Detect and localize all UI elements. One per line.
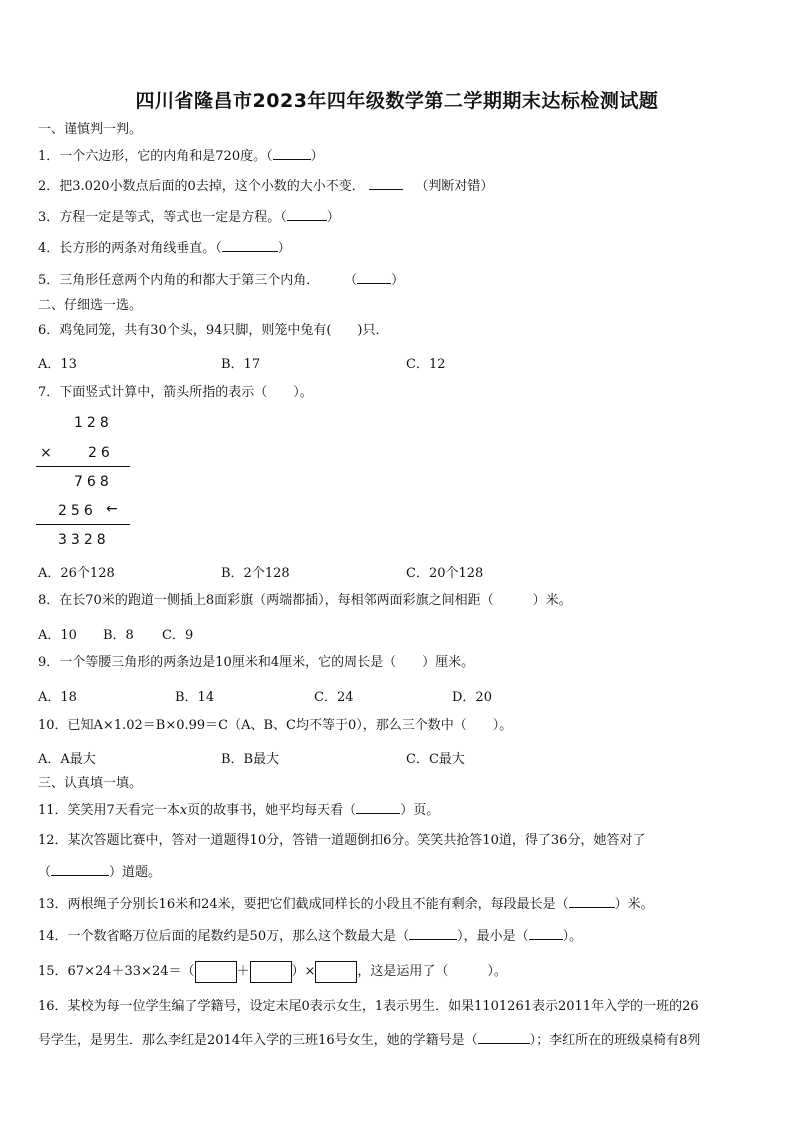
calc-row-multiplier: 26	[88, 445, 114, 461]
question-13-text: 13．两根绳子分别长16米和24米，要把它们截成同样长的小段且不能有剩余，每段最长是（	[38, 897, 569, 912]
question-15	[38, 960, 507, 984]
question-2	[38, 176, 493, 196]
option-7a[interactable]: A．26个128	[38, 566, 115, 581]
calc-rule-1	[36, 466, 130, 467]
calc-row-partial-2: 256	[58, 503, 97, 519]
question-12-cont	[38, 862, 161, 882]
option-9c[interactable]: C．24	[314, 690, 354, 705]
question-12-close: ）道题。	[109, 865, 162, 880]
question-4-close: ）	[277, 241, 291, 256]
answer-blank-5[interactable]	[357, 270, 391, 284]
option-8b[interactable]: B．8	[103, 628, 134, 643]
option-10a[interactable]: A．A最大	[38, 752, 96, 767]
answer-blank-13[interactable]	[569, 894, 615, 908]
question-11-text: 11．笑笑用7天看完一本	[38, 803, 180, 818]
answer-blank-16[interactable]	[478, 1030, 530, 1044]
arrow-left-icon: ←	[106, 501, 118, 517]
question-9: 9．一个等腰三角形的两条边是10厘米和4厘米，它的周长是（ ）厘米。	[38, 655, 475, 670]
question-3-text: 3．方程一定是等式，等式也一定是方程。（	[38, 210, 287, 225]
question-16-cont	[38, 1030, 700, 1050]
answer-blank-11[interactable]	[356, 800, 400, 814]
answer-box-15-2[interactable]	[250, 961, 292, 983]
calc-row-product: 3328	[58, 532, 110, 548]
question-6: 6．鸡兔同笼，共有30个头，94只脚，则笼中兔有( )只．	[38, 323, 389, 338]
calc-row-partial-1: 768	[74, 474, 113, 490]
question-14-text: 14．一个数省略万位后面的尾数约是50万，那么这个数最大是（	[38, 929, 410, 944]
question-11-text-2: 页的故事书，她平均每天看（	[187, 803, 357, 818]
question-4-text: 4．长方形的两条对角线垂直。（	[38, 241, 222, 256]
option-10c[interactable]: C．C最大	[406, 752, 465, 767]
answer-blank-4[interactable]	[222, 238, 278, 252]
variable-x: x	[179, 803, 188, 818]
question-5-open: （	[344, 273, 358, 288]
question-11	[38, 800, 439, 820]
question-12-open: （	[38, 865, 52, 880]
question-14	[38, 926, 582, 946]
question-11-close: ）页。	[400, 803, 440, 818]
question-8: 8．在长70米的跑道一侧插上8面彩旗（两端都插），每相邻两面彩旗之间相距（ ）米。	[38, 593, 572, 608]
calc-times-sign: ×	[40, 445, 56, 461]
section-heading-choose: 二、仔细选一选。	[38, 298, 143, 313]
question-15-text: 15．67×24＋33×24＝（	[38, 964, 195, 979]
question-14-close: ）。	[562, 929, 583, 944]
question-16: 16．某校为每一位学生编了学籍号，设定末尾0表示女生，1表示男生．如果1101261表示2011年入学的一班的26	[38, 999, 699, 1014]
answer-blank-2[interactable]	[369, 176, 403, 190]
question-16-text-2: 号学生，是男生．那么李红是2014年入学的三班16号女生，她的学籍号是（	[38, 1033, 478, 1048]
question-12: 12．某次答题比赛中，答对一道题得10分，答错一道题倒扣6分。笑笑共抢答10道，得了36分，她答对了	[38, 833, 646, 848]
question-1-text: 1．一个六边形，它的内角和是720度。（	[38, 149, 273, 164]
calc-row-multiplicand: 128	[74, 415, 113, 431]
question-5	[38, 270, 404, 290]
option-6a[interactable]: A．13	[38, 357, 77, 372]
question-4	[38, 238, 291, 258]
question-3-close: ）	[326, 210, 340, 225]
option-9a[interactable]: A．18	[38, 690, 77, 705]
question-15-text-2: ）×	[291, 964, 316, 979]
option-9d[interactable]: D．20	[452, 690, 492, 705]
section-heading-judge: 一、谨慎判一判。	[38, 122, 143, 137]
option-7b[interactable]: B．2个128	[221, 566, 290, 581]
question-13	[38, 894, 654, 914]
option-9b[interactable]: B．14	[175, 690, 215, 705]
question-2-text: 2．把3.020小数点后面的0去掉，这个小数的大小不变．	[38, 179, 365, 194]
question-3	[38, 207, 340, 227]
answer-blank-3[interactable]	[287, 207, 327, 221]
plus-sign: ＋	[236, 964, 250, 979]
calc-rule-2	[36, 524, 130, 525]
option-8a[interactable]: A．10	[38, 628, 77, 643]
section-heading-fill: 三、认真填一填。	[38, 776, 143, 791]
answer-box-15-3[interactable]	[315, 961, 357, 983]
option-6c[interactable]: C．12	[406, 357, 446, 372]
option-6b[interactable]: B．17	[221, 357, 261, 372]
question-14-text-2: ），最小是（	[457, 929, 529, 944]
option-7c[interactable]: C．20个128	[406, 566, 484, 581]
question-1-close: ）	[310, 149, 324, 164]
question-13-close: ）米。	[614, 897, 654, 912]
page-title: 四川省隆昌市2023年四年级数学第二学期期末达标检测试题	[135, 90, 659, 112]
question-10: 10．已知A×1.02＝B×0.99＝C（A、B、C均不等于0），那么三个数中（ ）。	[38, 718, 513, 733]
option-10b[interactable]: B．B最大	[221, 752, 280, 767]
question-5-close: ）	[391, 273, 405, 288]
answer-blank-1[interactable]	[273, 146, 311, 160]
question-1	[38, 146, 324, 166]
answer-blank-14-min[interactable]	[529, 926, 563, 940]
question-7: 7．下面竖式计算中，箭头所指的表示（ ）。	[38, 385, 313, 400]
question-16-text-3: ）；李红所在的班级桌椅有8列	[529, 1033, 701, 1048]
answer-box-15-1[interactable]	[195, 961, 237, 983]
question-5-text: 5．三角形任意两个内角的和都大于第三个内角．	[38, 273, 320, 288]
option-8c[interactable]: C．9	[162, 628, 194, 643]
question-2-note: （判断对错）	[415, 179, 494, 194]
answer-blank-14-max[interactable]	[409, 926, 457, 940]
answer-blank-12[interactable]	[51, 862, 109, 876]
question-15-text-3: ，这是运用了（ ）。	[357, 964, 507, 979]
